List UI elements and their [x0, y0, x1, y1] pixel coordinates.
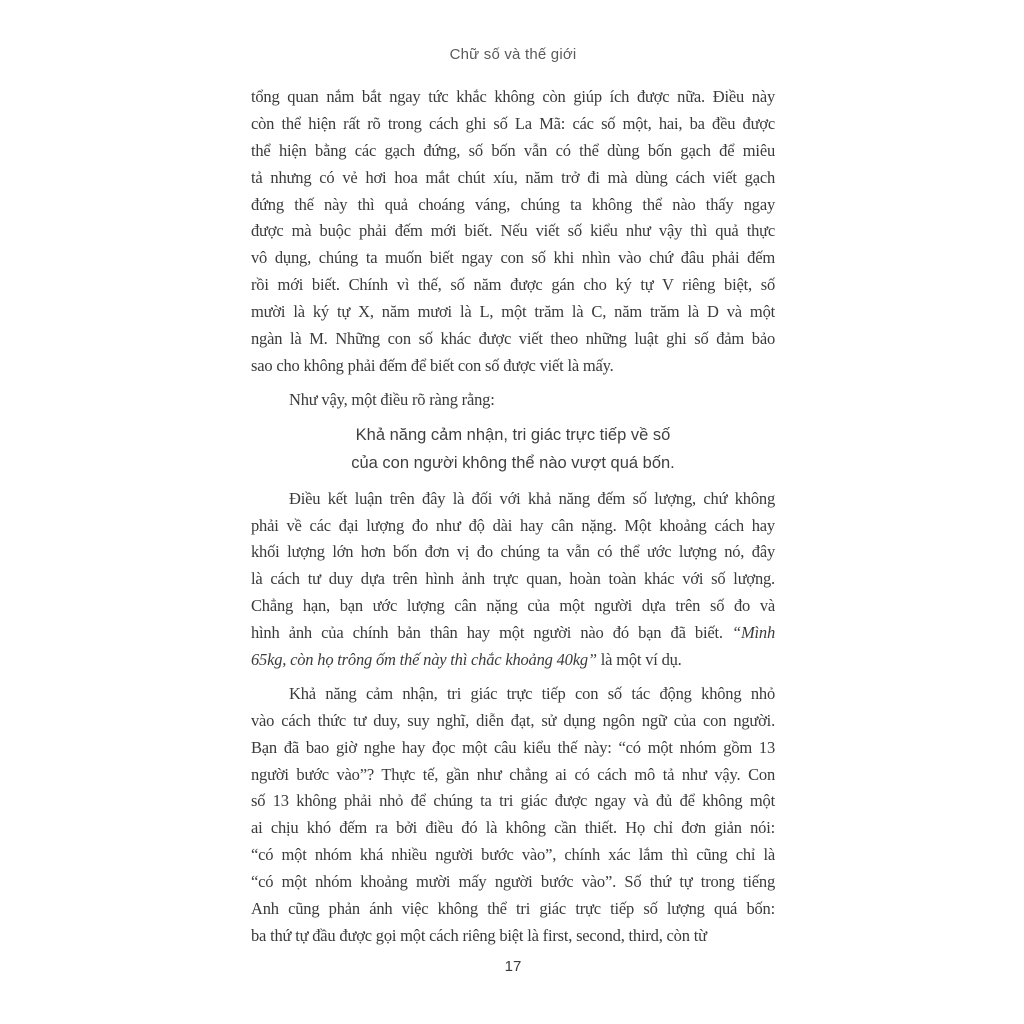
text-line: số 13 không phải nhỏ để chúng ta tri giác được ngay và đủ để không một [251, 791, 775, 811]
paragraph-1 [251, 84, 775, 380]
running-header: Chữ số và thế giới [449, 46, 577, 63]
text-line: Khả năng cảm nhận, tri giác trực tiếp con số tác động không nhỏ [289, 683, 775, 703]
text-line: tả nhưng có vẻ hơi hoa mắt chút xíu, năm trở đi mà dùng cách viết gạch [251, 167, 775, 187]
text-line: Anh cũng phản ánh việc không thể tri giác trực tiếp số lượng quá bốn: [251, 899, 775, 919]
page-number: 17 [504, 958, 522, 975]
text-line: Điều kết luận trên đây là đối với khả năng đếm số lượng, chứ không [289, 488, 775, 508]
italic-text-segment: “Mình [731, 623, 775, 643]
paragraph-2 [251, 387, 775, 414]
text-line: Như vậy, một điều rõ ràng rằng: [289, 389, 495, 409]
paragraph-4 [251, 681, 775, 950]
paragraph-3 [251, 486, 775, 674]
text-line: “có một nhóm khoảng mười mấy người bước vào”. Số thứ tự trong tiếng [251, 872, 775, 892]
text-line [251, 647, 775, 674]
text-line [251, 620, 775, 647]
text-line: sao cho không phải đếm để biết con số được viết là mấy. [251, 355, 614, 375]
text-line: mười là ký tự X, năm mươi là L, một trăm là C, năm trăm là D và một [251, 302, 775, 322]
text-line: ai chịu khó đếm ra bởi điều đó là không cần thiết. Họ chỉ đơn giản nói: [251, 818, 775, 838]
text-line: ba thứ tự đầu được gọi một cách riêng biệt là first, second, third, còn từ [251, 925, 707, 945]
text-line: Chẳng hạn, bạn ước lượng cân nặng của một người dựa trên số đo và [251, 596, 775, 616]
text-line: “có một nhóm khá nhiều người bước vào”, chính xác lắm thì cũng chỉ là [251, 845, 775, 865]
text-segment: là một ví dụ. [596, 650, 682, 670]
text-line: còn thể hiện rất rõ trong cách ghi số La Mã: các số một, hai, ba đều được [251, 113, 775, 133]
text-line: được mà buộc phải đếm mới biết. Nếu viết số kiểu như vậy thì quả thực [251, 221, 775, 241]
text-line: vào cách thức tư duy, suy nghĩ, diễn đạt, sử dụng ngôn ngữ của con người. [251, 710, 775, 730]
italic-text-segment: 65kg, còn họ trông ốm thế này thì chắc khoảng 40kg” [251, 650, 597, 670]
text-line: Bạn đã bao giờ nghe hay đọc một câu kiểu thế này: “có một nhóm gồm 13 [251, 737, 775, 757]
text-line: của con người không thể nào vượt quá bốn. [351, 454, 675, 473]
text-line: khối lượng lớn hơn bốn đơn vị đo chúng ta vẫn có thể ước lượng nó, đây [251, 542, 775, 562]
text-line: rồi mới biết. Chính vì thế, số năm được gán cho ký tự V riêng biệt, số [251, 275, 775, 295]
text-line: thể hiện bằng các gạch đứng, số bốn vẫn có thể dùng bốn gạch để miêu [251, 140, 775, 160]
text-line: ngàn là M. Những con số khác được viết theo những luật ghi số đảm bảo [251, 329, 775, 349]
text-line: vô dụng, chúng ta muốn biết ngay con số khi nhìn vào chứ đâu phải đếm [251, 248, 775, 268]
text-segment: hình ảnh của chính bản thân hay một người nào đó bạn đã biết. [251, 623, 732, 643]
text-line: là cách tư duy dựa trên hình ảnh trực quan, hoàn toàn khác với số lượng. [251, 569, 775, 589]
text-line: đứng thế này thì quả choáng váng, chúng ta không thể nào thấy ngay [251, 194, 775, 214]
quote-block [251, 421, 775, 478]
text-line: Khả năng cảm nhận, tri giác trực tiếp về số [355, 425, 671, 444]
text-line: phải về các đại lượng đo như độ dài hay cân nặng. Một khoảng cách hay [251, 515, 775, 535]
text-block [251, 84, 775, 950]
text-line: tổng quan nắm bắt ngay tức khắc không còn giúp ích được nữa. Điều này [251, 87, 775, 106]
text-line: người bước vào”? Thực tế, gần như chẳng ai có cách mô tả như vậy. Con [251, 764, 775, 784]
